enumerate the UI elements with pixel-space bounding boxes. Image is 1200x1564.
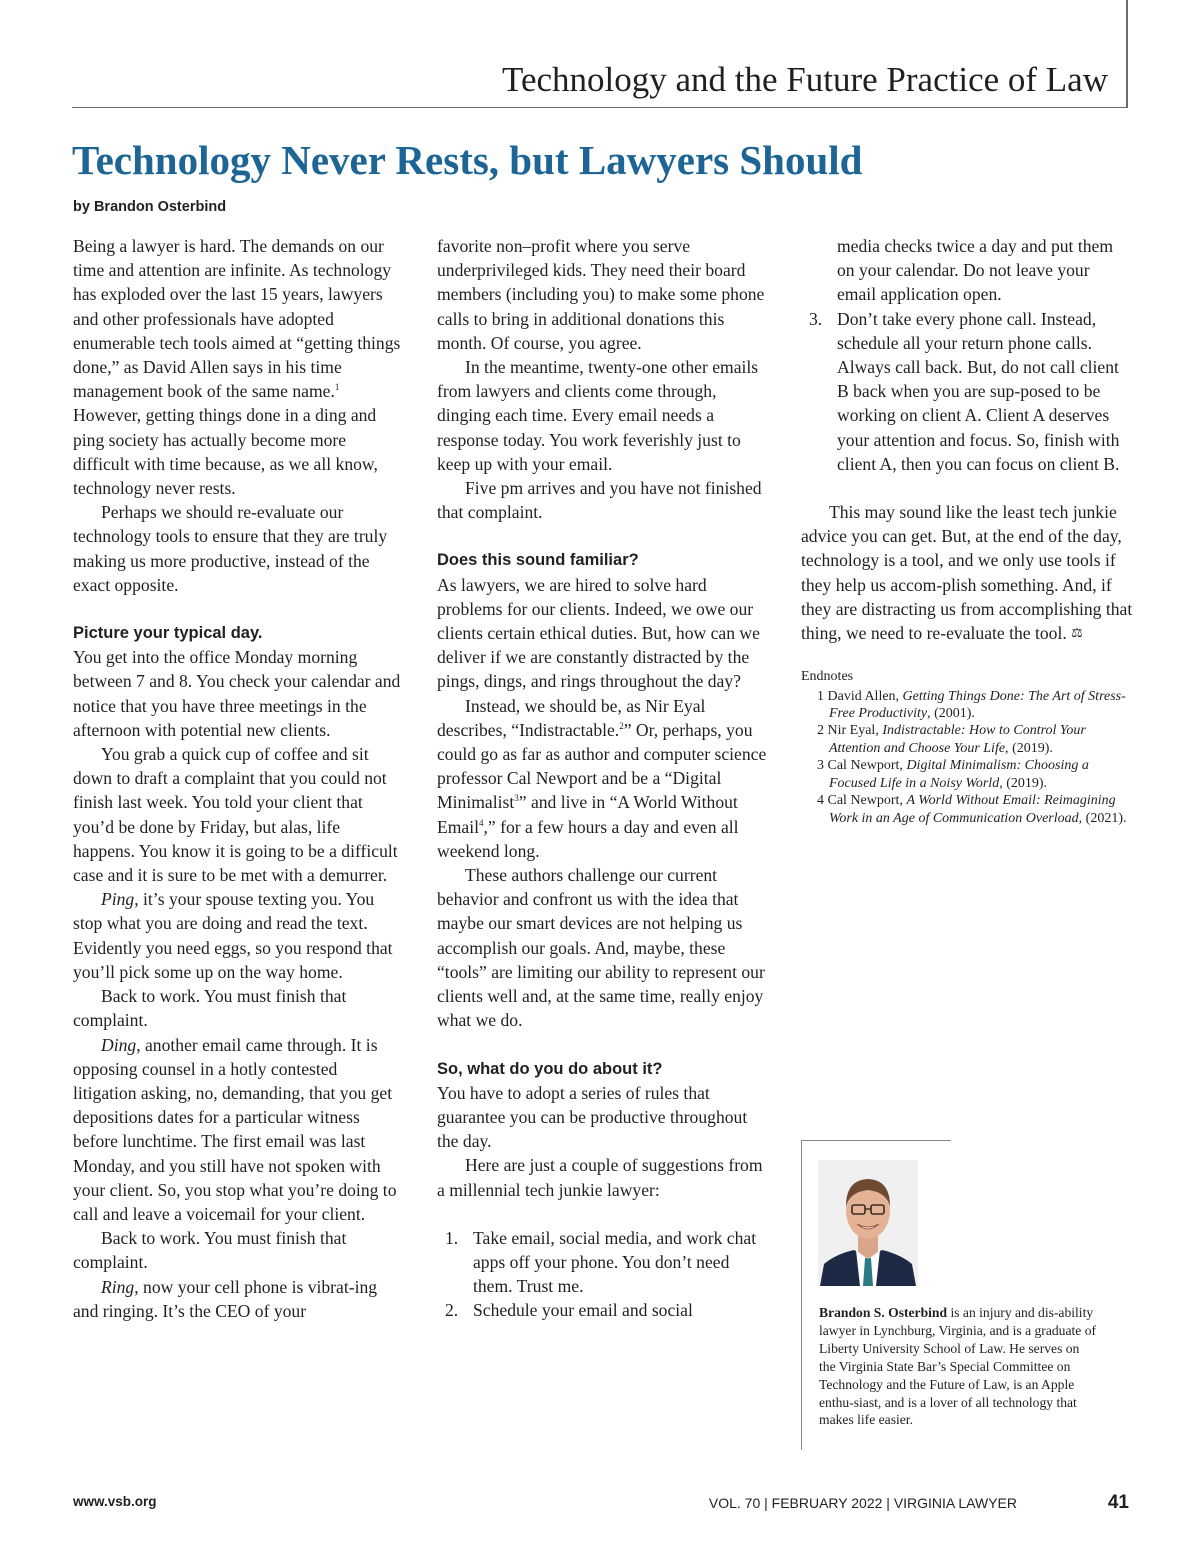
paragraph: In the meantime, twenty-one other emails from lawyers and clients come through, dinging each time. Every email needs a response today. You work feverishly just to keep up with your email. bbox=[437, 357, 759, 474]
paragraph: Ring, now your cell phone is vibrat-ing and ringing. It’s the CEO of your bbox=[73, 1276, 378, 1321]
paragraph: As lawyers, we are hired to solve hard problems for our clients. Indeed, we owe our clients certain ethical duties. But, how can we deliver if we are constantly distracted by the pings, dings, and rings throughout the day? bbox=[437, 574, 760, 692]
subheading: Does this sound familiar? bbox=[437, 551, 639, 570]
bio-box-left-rule bbox=[801, 1140, 802, 1450]
footnote-ref: 4 bbox=[479, 817, 484, 828]
article-column-1 bbox=[73, 234, 405, 1323]
author-bio: Brandon S. Osterbind is an injury and dis-ability lawyer in Lynchburg, Virginia, and is a graduate of Liberty University School of Law. He serves on the Virginia State Bar’s Special Committee on Technology and the Future of Law, is an Apple enthu-siast, and is a lover of all technology that makes life easier. bbox=[819, 1305, 1097, 1428]
paragraph: Instead, we should be, as Nir Eyal describes, “Indistractable.$^2$” Or, perhaps, you could go as far as author and computer science professor Cal Newport and be a “Digital Minimalist$^3$” and live in “A World Without Email$^4$,” for a few hours a day and even all weekend long. bbox=[437, 695, 767, 861]
endnotes-title: Endnotes bbox=[801, 669, 854, 685]
article-headline: Technology Never Rests, but Lawyers Should bbox=[72, 137, 863, 183]
paragraph: Ping, it’s your spouse texting you. You stop what you are doing and read the text. Evidently you need eggs, so you respond that you’ll pick some up on the way home. bbox=[73, 889, 393, 982]
list-number: 3. bbox=[809, 308, 823, 329]
byline: by Brandon Osterbind bbox=[73, 199, 227, 215]
subheading: So, what do you do about it? bbox=[437, 1059, 663, 1078]
page-number: 41 bbox=[1107, 1492, 1129, 1513]
footer-website: www.vsb.org bbox=[73, 1494, 157, 1509]
subheading: Picture your typical day. bbox=[73, 624, 263, 643]
article-column-3 bbox=[801, 234, 1133, 827]
list-item: 3. Don’t take every phone call. Instead, schedule all your return phone calls. Always call back. But, do not call client B back when you are sup-posed to be working on client A. Client A deserves your attention and focus. So, finish with client A, then you can focus on client B. bbox=[809, 308, 1120, 474]
footnote-ref: 3 bbox=[514, 793, 519, 804]
paragraph: You get into the office Monday morning between 7 and 8. You check your calendar and notice that you have three meetings in the afternoon with potential new clients. bbox=[73, 647, 401, 740]
endnote-item: 4 Cal Newport, A World Without Email: Reimagining Work in an Age of Communication Overload, (2021). bbox=[817, 793, 1127, 826]
list-number: 2. bbox=[445, 1300, 459, 1321]
endnotes bbox=[801, 668, 1133, 827]
paragraph: You have to adopt a series of rules that guarantee you can be productive throughout the day. bbox=[437, 1082, 748, 1152]
author-photo bbox=[818, 1160, 918, 1286]
article-column-2 bbox=[437, 234, 769, 1323]
list-number: 1. bbox=[445, 1227, 459, 1248]
bio-box-top-rule bbox=[801, 1140, 951, 1141]
paragraph: These authors challenge our current behavior and confront us with the idea that maybe our smart devices are not helping us accomplish our goals. And, maybe, these “tools” are limiting our ability to represent our clients well and, at the same time, really enjoy what we do. bbox=[437, 865, 765, 1031]
header-horizontal-rule bbox=[72, 107, 1128, 108]
paragraph: This may sound like the least tech junkie advice you can get. But, at the end of the day, technology is a tool, and we only use tools if they help us accom-plish something. And, if they are distracting us from accomplishing that thing, we need to re-evaluate the tool. ⚖ bbox=[801, 502, 1133, 644]
paragraph: Perhaps we should re-evaluate our technology tools to ensure that they are truly making us more productive, instead of the exact opposite. bbox=[73, 502, 388, 595]
endnote-item: 3 Cal Newport, Digital Minimalism: Choosing a Focused Life in a Noisy World, (2019). bbox=[817, 758, 1089, 791]
paragraph: Ding, another email came through. It is opposing counsel in a hotly contested litigation asking, no, demanding, that you get depositions dates for a particular witness before lunchtime. The first email was last Monday, and you still have not spoken with your client. So, you stop what you’re doing to call and leave a voicemail for your client. bbox=[73, 1034, 397, 1224]
suggestions-list bbox=[437, 1226, 769, 1323]
section-title: Technology and the Future Practice of Law bbox=[502, 60, 1108, 99]
footnote-ref: 1 bbox=[334, 382, 340, 393]
footnote-ref: 2 bbox=[619, 720, 624, 731]
list-item: 2. Schedule your email and social bbox=[437, 1298, 769, 1322]
paragraph: Back to work. You must finish that complaint. bbox=[73, 1228, 347, 1273]
endnote-item: 2 Nir Eyal, Indistractable: How to Control Your Attention and Choose Your Life, (2019). bbox=[817, 723, 1086, 756]
endnote-item: 1 David Allen, Getting Things Done: The Art of Stress-Free Productivity, (2001). bbox=[817, 688, 1126, 722]
paragraph: Being a lawyer is hard. The demands on our time and attention are infinite. As technology has exploded over the last 15 years, lawyers and other professionals have adopted enumerable tech tools aimed at “getting things done,” as David Allen says in his time management book of the same name.$^1$ However, getting things done in a ding and ping society has actually become more difficult with time because, as we all know, technology never rests. bbox=[73, 236, 401, 499]
author-name: Brandon S. Osterbind bbox=[819, 1305, 948, 1320]
paragraph: favorite non–profit where you serve underprivileged kids. They need their board members (including you) to make some phone calls to bring in additional donations this month. Of course, you agree. bbox=[437, 236, 765, 353]
list-item-continuation: media checks twice a day and put them on your calendar. Do not leave your email application open. bbox=[837, 236, 1114, 305]
scales-of-justice-icon: ⚖ bbox=[1071, 626, 1083, 642]
paragraph: Back to work. You must finish that complaint. bbox=[73, 986, 347, 1031]
suggestions-list-continued bbox=[801, 307, 1133, 476]
list-item: 1. Take email, social media, and work chat apps off your phone. You don’t need them. Trust me. bbox=[445, 1227, 757, 1297]
paragraph: Here are just a couple of suggestions from a millennial tech junkie lawyer: bbox=[437, 1155, 763, 1200]
paragraph: Five pm arrives and you have not finished that complaint. bbox=[437, 478, 762, 523]
header-vertical-rule bbox=[1126, 0, 1128, 108]
paragraph: You grab a quick cup of coffee and sit down to draft a complaint that you could not finish last week. You told your client that you’d be done by Friday, but alas, life happens. You know it is going to be a difficult case and it is sure to be met with a demurrer. bbox=[73, 744, 398, 886]
footer-issue-info: VOL. 70 | FEBRUARY 2022 | VIRGINIA LAWYER bbox=[708, 1495, 1017, 1511]
